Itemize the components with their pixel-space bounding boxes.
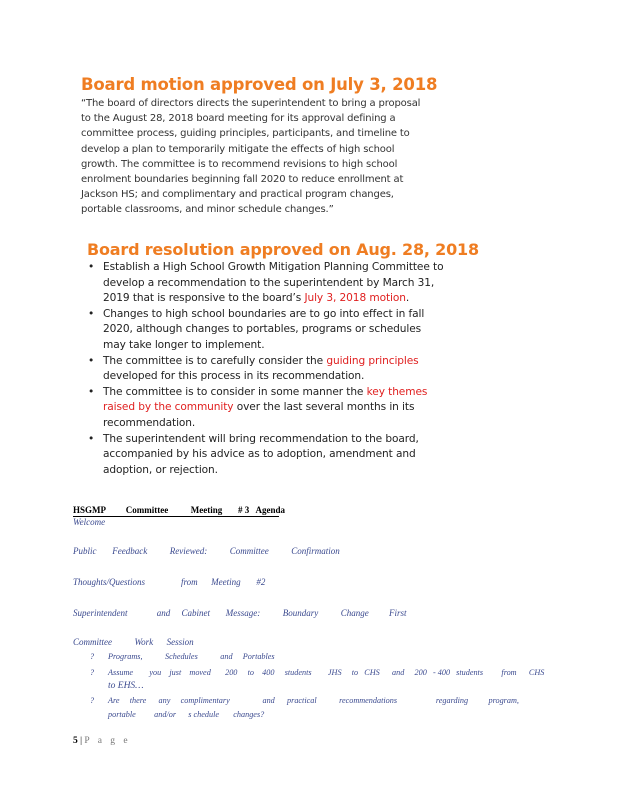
resolution-bullet: • Establish a High School Growth Mitigation Planning Committee to develop a recommendation to the superintendent by March 31, 2019 that is responsive to the board’s July 3, 2018 motion. [87,260,447,307]
bullet-glyph: ? [90,668,95,677]
link-key-themes[interactable]: key themes raised by the community [103,385,428,414]
agenda-item-public-feedback: Public Feedback Reviewed: Committee Confirmation [73,546,340,556]
agenda-item-superintendent-message: Superintendent and Cabinet Message: Boundary Change First [73,608,407,618]
agenda-subitem-continuation: portable and/or s chedule changes? [108,710,265,719]
page-number: 5 [73,736,78,746]
agenda-item-thoughts-questions: Thoughts/Questions from Meeting #2 [73,577,266,587]
resolution-bullet: • The committee is to carefully consider the guiding principles developed for this process in its recommendation. [87,354,447,385]
resolution-bullet-list [87,260,447,478]
agenda-subitem: ? Assume you just moved 200 to 400 students JHS to CHS and 200 - 400 students from CHS [90,668,545,677]
section-title-board-motion: Board motion approved on July 3, 2018 [81,75,438,94]
agenda-title: HSGMP Committee Meeting # 3 Agenda [73,505,285,515]
resolution-bullet: • The committee is to consider in some manner the key themes raised by the community over the last several months in its recommendation. [87,385,447,432]
section-title-board-resolution: Board resolution approved on Aug. 28, 2018 [87,240,479,259]
agenda-subitem: ? Programs, Schedules and Portables [90,652,275,661]
resolution-bullet: • Changes to high school boundaries are to go into effect in fall 2020, although changes to portables, programs or schedules may take longer to implement. [87,307,447,354]
agenda-item-welcome: Welcome [73,517,106,527]
page-footer: 5 | P a g e [73,736,131,746]
link-july-3-motion[interactable]: July 3, 2018 motion [304,292,406,305]
board-motion-quote: “The board of directors directs the superintendent to bring a proposal to the August 28, 2018 board meeting for its approval defining a committee process, guiding principles, participants, and timeline to develop a plan to temporarily mitigate the effects of high school growth. The committee is to recommend revisions to high school enrolment boundaries beginning fall 2020 to reduce enrollment at Jackson HS; and complimentary and practical program changes, portable classrooms, and minor schedule changes.” [81,98,421,216]
agenda-subitem-continuation: to EHS… [108,681,144,691]
resolution-bullet: • The superintendent will bring recommendation to the board, accompanied by his advice as to adoption, amendment and adoption, or rejection. [87,432,447,479]
bullet-glyph: ? [90,652,95,661]
bullet-glyph: ? [90,696,95,705]
link-guiding-principles[interactable]: guiding principles [326,354,419,367]
agenda-item-work-session: Committee Work Session [73,637,194,647]
page-word: P a g e [84,736,131,746]
agenda-subitem: ? Are there any complimentary and practical recommendations regarding program, [90,696,519,705]
